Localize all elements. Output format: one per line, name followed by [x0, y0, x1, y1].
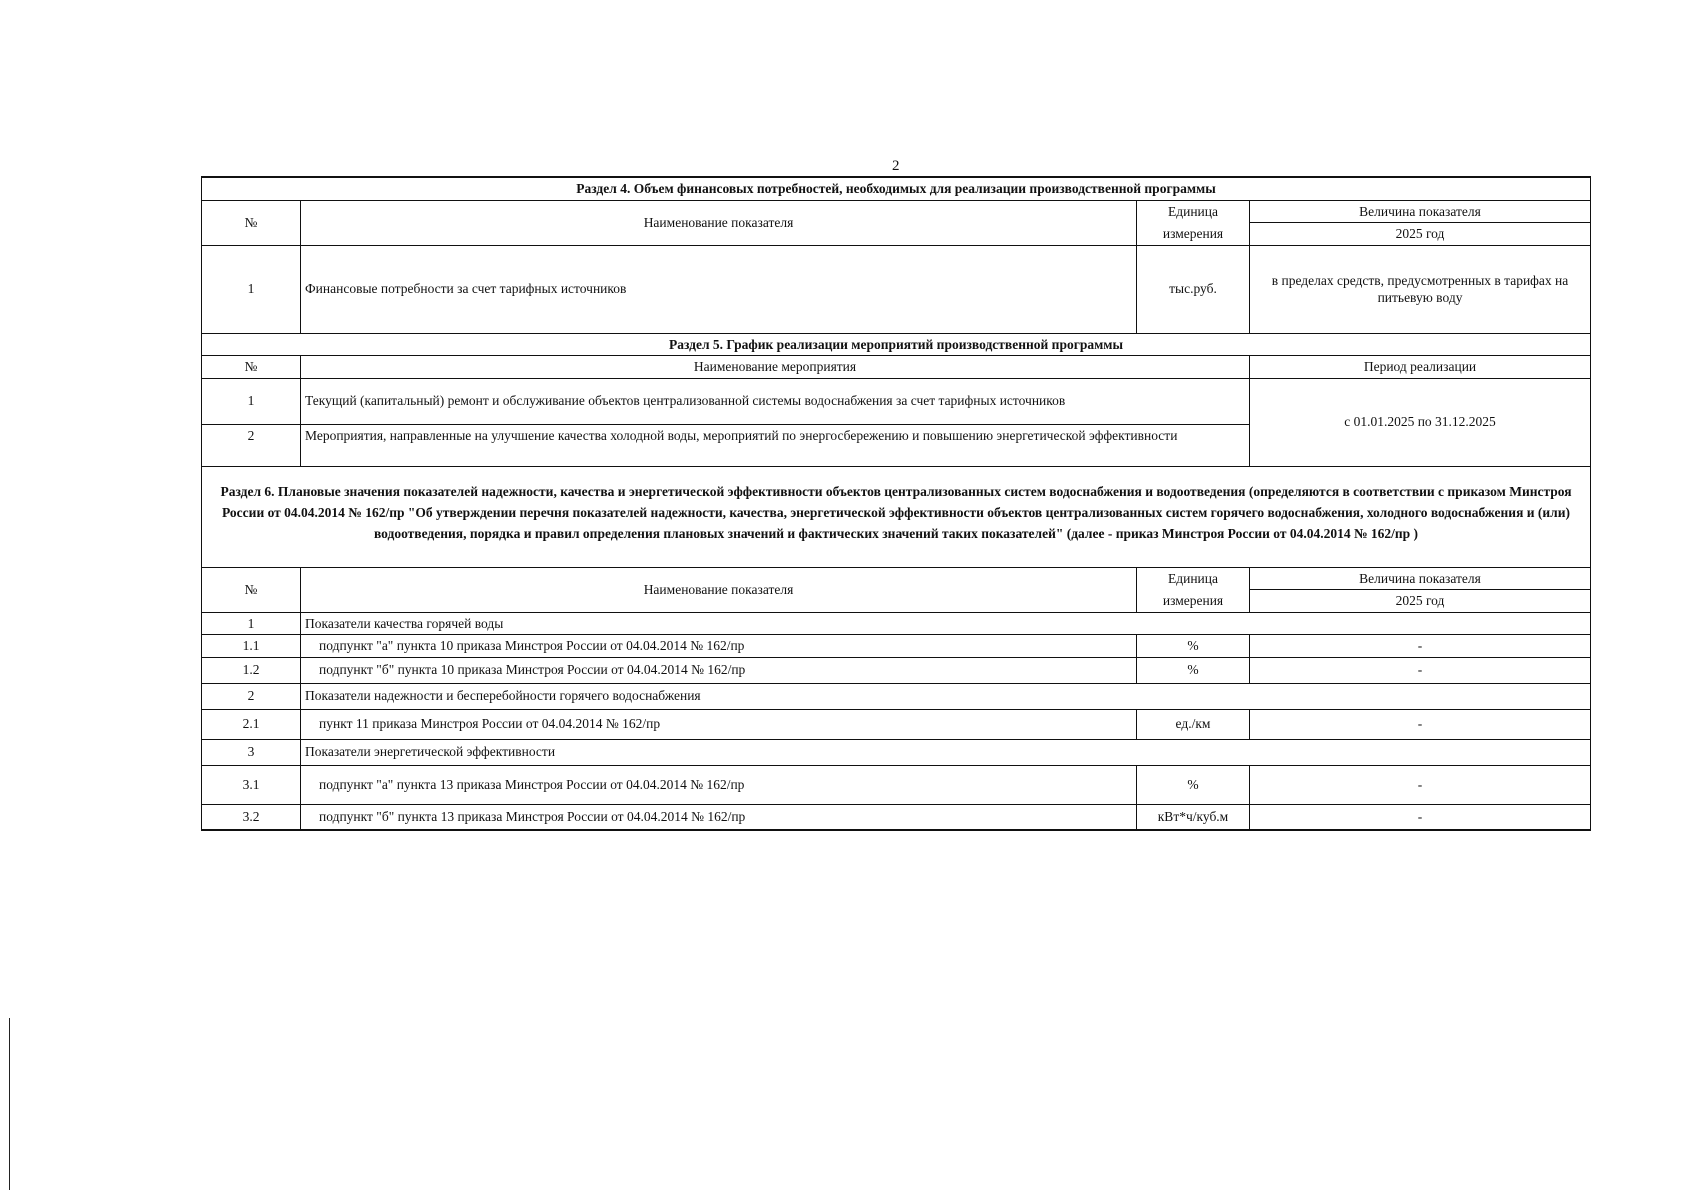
section4-row-unit: тыс.руб.: [1137, 245, 1250, 333]
item-num: 3.1: [202, 765, 301, 804]
section4-title: Раздел 4. Объем финансовых потребностей, необходимых для реализации производственной программы: [202, 177, 1591, 200]
section6-table: [201, 459, 1591, 831]
section6-header-name: Наименование показателя: [301, 567, 1137, 612]
item-unit: кВт*ч/куб.м: [1137, 804, 1250, 830]
group-num: 3: [202, 739, 301, 765]
item-value: -: [1250, 765, 1591, 804]
item-unit: ед./км: [1137, 709, 1250, 739]
section4-row-value: в пределах средств, предусмотренных в тарифах на питьевую воду: [1250, 245, 1591, 333]
section4-header-unit-1: Единица: [1137, 200, 1250, 223]
item-name: подпункт "а" пункта 10 приказа Минстроя России от 04.04.2014 № 162/пр: [301, 635, 1137, 658]
item-num: 3.2: [202, 804, 301, 830]
group-num: 2: [202, 683, 301, 709]
section6-header-unit-2: измерения: [1137, 590, 1250, 613]
item-value: -: [1250, 635, 1591, 658]
group-name: Показатели энергетической эффективности: [301, 739, 1591, 765]
item-name: подпункт "а" пункта 13 приказа Минстроя России от 04.04.2014 № 162/пр: [301, 765, 1137, 804]
section6-header-value: Величина показателя: [1250, 567, 1591, 590]
section6-header-num: №: [202, 567, 301, 612]
section5-row-name: Текущий (капитальный) ремонт и обслуживание объектов централизованной системы водоснабжения за счет тарифных источников: [301, 378, 1250, 424]
item-name: подпункт "б" пункта 13 приказа Минстроя России от 04.04.2014 № 162/пр: [301, 804, 1137, 830]
item-name: подпункт "б" пункта 10 приказа Минстроя России от 04.04.2014 № 162/пр: [301, 657, 1137, 683]
scan-artifact-line: [9, 1018, 10, 1190]
item-value: -: [1250, 657, 1591, 683]
group-name: Показатели качества горячей воды: [301, 612, 1591, 635]
section4-header-unit-2: измерения: [1137, 223, 1250, 246]
section5-header-num: №: [202, 356, 301, 379]
item-num: 1.2: [202, 657, 301, 683]
item-unit: %: [1137, 765, 1250, 804]
section4-row-name: Финансовые потребности за счет тарифных источников: [301, 245, 1137, 333]
section4-row-num: 1: [202, 245, 301, 333]
section4-header-year: 2025 год: [1250, 223, 1591, 246]
section5-row-num: 2: [202, 424, 301, 466]
item-name: пункт 11 приказа Минстроя России от 04.04.2014 № 162/пр: [301, 709, 1137, 739]
sections-4-5-table: [201, 176, 1591, 467]
section5-header-name: Наименование мероприятия: [301, 356, 1250, 379]
item-unit: %: [1137, 657, 1250, 683]
page-number: 2: [892, 158, 900, 174]
section4-header-name: Наименование показателя: [301, 200, 1137, 245]
section4-header-value: Величина показателя: [1250, 200, 1591, 223]
item-value: -: [1250, 804, 1591, 830]
group-num: 1: [202, 612, 301, 635]
item-value: -: [1250, 709, 1591, 739]
item-num: 2.1: [202, 709, 301, 739]
section5-row-num: 1: [202, 378, 301, 424]
section6-header-unit-1: Единица: [1137, 567, 1250, 590]
item-num: 1.1: [202, 635, 301, 658]
section5-header-period: Период реализации: [1250, 356, 1591, 379]
section5-period: с 01.01.2025 по 31.12.2025: [1250, 378, 1591, 466]
section5-title: Раздел 5. График реализации мероприятий производственной программы: [202, 333, 1591, 356]
section6-title: Раздел 6. Плановые значения показателей надежности, качества и энергетической эффективности объектов централизованных систем водоснабжения и водоотведения (определяются в соответствии с приказом Минстроя России от 04.04.2014 № 162/пр "Об утверждении перечня показателей надежности, качества, энергетической эффективности объектов централизованных систем горячего водоснабжения, холодного водоснабжения и (или) водоотведения, порядка и правил определения плановых значений и фактических значений таких показателей" (далее - приказ Минстроя России от 04.04.2014 № 162/пр ): [202, 459, 1591, 567]
group-name: Показатели надежности и бесперебойности горячего водоснабжения: [301, 683, 1591, 709]
section5-row-name: Мероприятия, направленные на улучшение качества холодной воды, мероприятий по энергосбережению и повышению энергетической эффективности: [301, 424, 1250, 466]
section4-header-num: №: [202, 200, 301, 245]
item-unit: %: [1137, 635, 1250, 658]
section6-header-year: 2025 год: [1250, 590, 1591, 613]
